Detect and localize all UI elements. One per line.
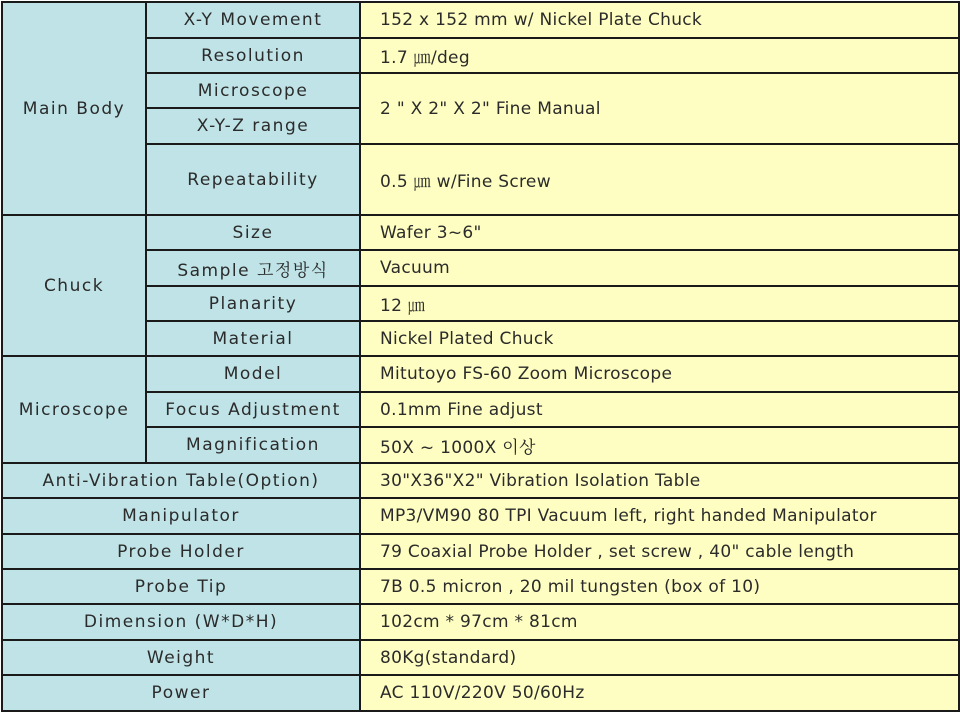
xyz-range-value: 2 " X 2" X 2" Fine Manual xyxy=(360,73,959,144)
chuck-category: Chuck xyxy=(2,215,146,356)
material-label: Material xyxy=(146,321,360,356)
probe-tip-value: 7B 0.5 micron , 20 mil tungsten (box of 10) xyxy=(360,569,959,604)
resolution-value: 1.7 ㎛/deg xyxy=(360,38,959,73)
weight-value: 80Kg(standard) xyxy=(360,640,959,675)
spec-row xyxy=(2,215,959,250)
spec-row xyxy=(2,250,959,286)
planarity-label: Planarity xyxy=(146,286,360,321)
spec-table xyxy=(1,1,960,712)
spec-row xyxy=(2,427,959,463)
focus-adjustment-value: 0.1mm Fine adjust xyxy=(360,392,959,427)
manipulator-label: Manipulator xyxy=(2,498,360,534)
spec-row xyxy=(2,144,959,215)
spec-row xyxy=(2,2,959,38)
sample-fixing-label: Sample 고정방식 xyxy=(146,250,360,286)
spec-row xyxy=(2,675,959,711)
dimension-value: 102cm * 97cm * 81cm xyxy=(360,604,959,640)
size-value: Wafer 3~6" xyxy=(360,215,959,250)
weight-label: Weight xyxy=(2,640,360,675)
repeatability-value: 0.5 ㎛ w/Fine Screw xyxy=(360,144,959,215)
spec-row xyxy=(2,392,959,427)
spec-row xyxy=(2,286,959,321)
spec-row xyxy=(2,640,959,675)
xy-movement-label: X-Y Movement xyxy=(146,2,360,38)
magnification-value: 50X ~ 1000X 이상 xyxy=(360,427,959,463)
power-value: AC 110V/220V 50/60Hz xyxy=(360,675,959,711)
repeatability-label: Repeatability xyxy=(146,144,360,215)
probe-holder-label: Probe Holder xyxy=(2,534,360,569)
spec-row xyxy=(2,498,959,534)
model-value: Mitutoyo FS-60 Zoom Microscope xyxy=(360,356,959,392)
anti-vibration-label: Anti-Vibration Table(Option) xyxy=(2,463,360,498)
magnification-label: Magnification xyxy=(146,427,360,463)
focus-adjustment-label: Focus Adjustment xyxy=(146,392,360,427)
power-label: Power xyxy=(2,675,360,711)
spec-row xyxy=(2,463,959,498)
spec-row xyxy=(2,356,959,392)
spec-row xyxy=(2,534,959,569)
xy-movement-value: 152 x 152 mm w/ Nickel Plate Chuck xyxy=(360,2,959,38)
spec-row xyxy=(2,38,959,73)
microscope-range-label: Microscope xyxy=(146,73,360,108)
dimension-label: Dimension (W*D*H) xyxy=(2,604,360,640)
spec-row xyxy=(2,604,959,640)
sample-fixing-value: Vacuum xyxy=(360,250,959,286)
material-value: Nickel Plated Chuck xyxy=(360,321,959,356)
spec-row xyxy=(2,569,959,604)
planarity-value: 12 ㎛ xyxy=(360,286,959,321)
xyz-range-label: X-Y-Z range xyxy=(146,108,360,144)
anti-vibration-value: 30"X36"X2" Vibration Isolation Table xyxy=(360,463,959,498)
model-label: Model xyxy=(146,356,360,392)
size-label: Size xyxy=(146,215,360,250)
manipulator-value: MP3/VM90 80 TPI Vacuum left, right handed Manipulator xyxy=(360,498,959,534)
probe-holder-value: 79 Coaxial Probe Holder , set screw , 40" cable length xyxy=(360,534,959,569)
resolution-label: Resolution xyxy=(146,38,360,73)
spec-row xyxy=(2,73,959,108)
spec-row xyxy=(2,321,959,356)
microscope-category: Microscope xyxy=(2,356,146,463)
main-body-category: Main Body xyxy=(2,2,146,215)
probe-tip-label: Probe Tip xyxy=(2,569,360,604)
